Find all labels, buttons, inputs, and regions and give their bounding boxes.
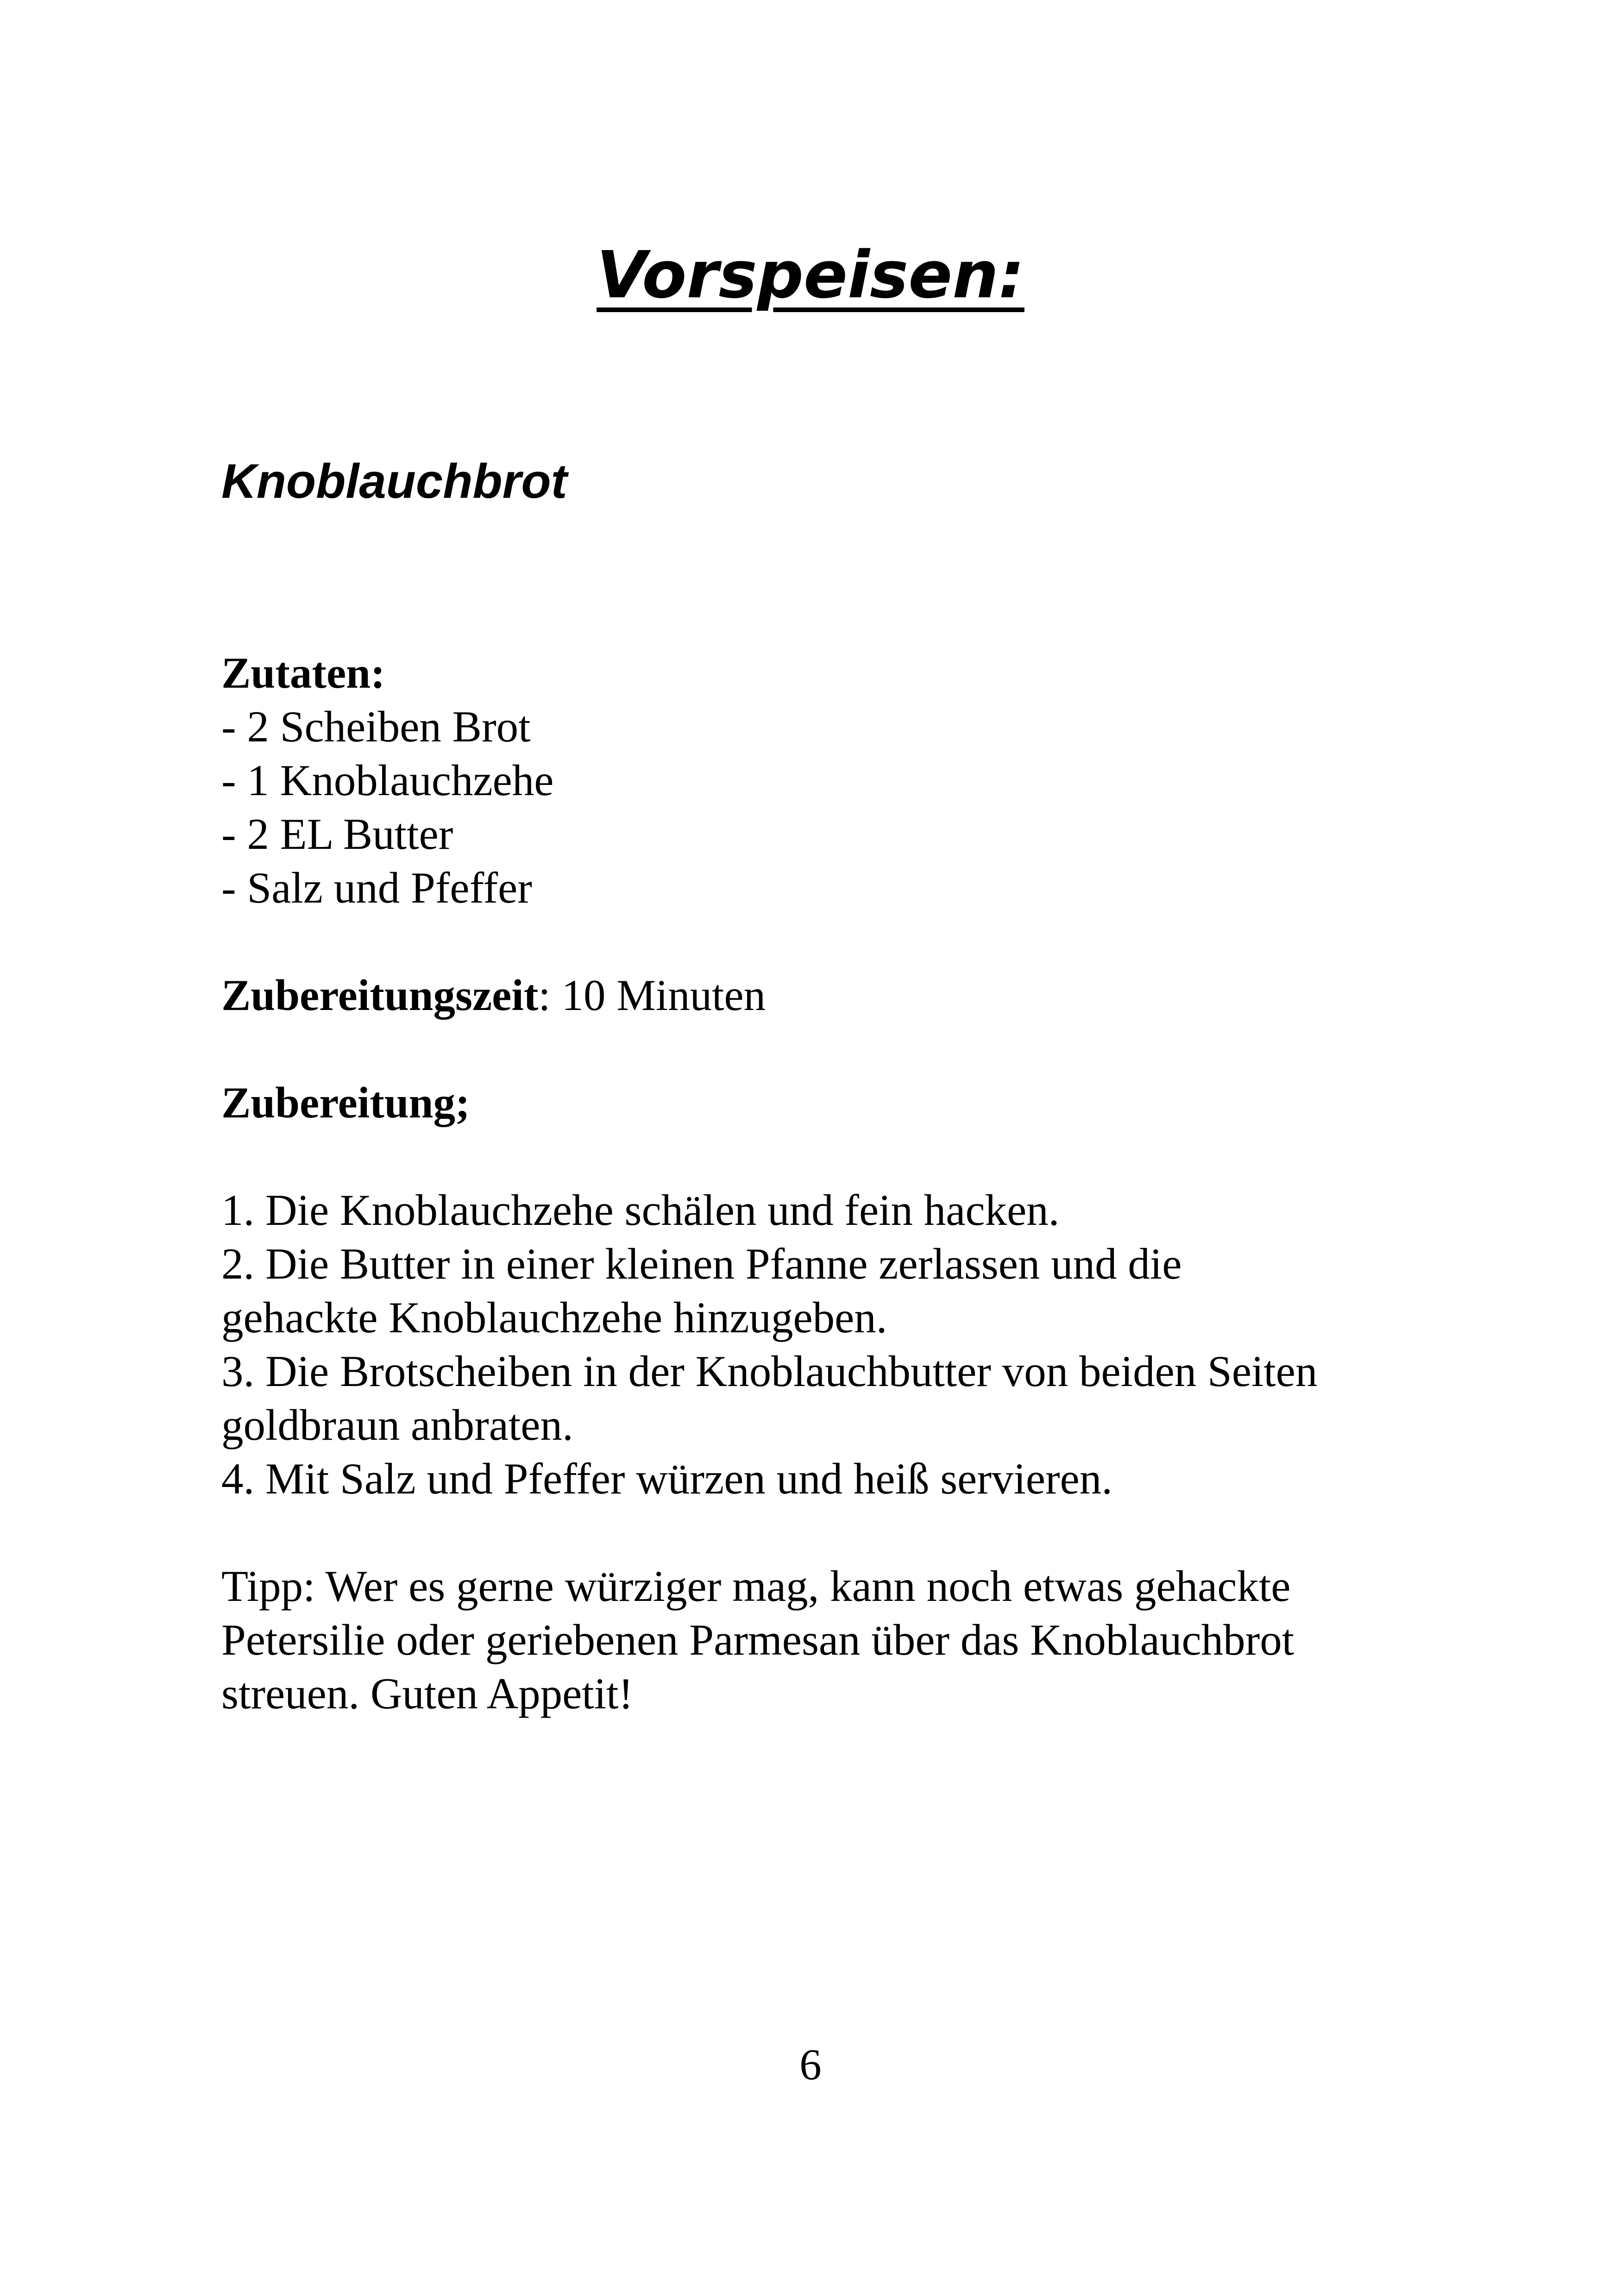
spacer <box>221 1129 1449 1183</box>
chapter-title-text: Vorspeisen: <box>597 238 1024 313</box>
spacer <box>221 915 1449 968</box>
ingredient-item: - 2 Scheiben Brot <box>221 702 531 751</box>
prep-time-value: : 10 Minuten <box>538 971 766 1020</box>
spacer <box>221 1022 1449 1076</box>
preparation-line: 2. Die Butter in einer kleinen Pfanne zerlassen und die <box>221 1239 1182 1288</box>
chapter-title <box>0 232 1621 320</box>
ingredients-heading: Zutaten: <box>221 648 385 697</box>
prep-time <box>221 968 1449 1022</box>
prep-time-label: Zubereitungszeit <box>221 971 539 1020</box>
tip-line: Petersilie oder geriebenen Parmesan über das Knoblauchbrot <box>221 1615 1294 1664</box>
tip-line: Tipp: Wer es gerne würziger mag, kann noch etwas gehackte <box>221 1562 1291 1611</box>
preparation-line: 4. Mit Salz und Pfeffer würzen und heiß servieren. <box>221 1454 1113 1503</box>
preparation-heading: Zubereitung; <box>221 1078 470 1127</box>
recipe-content <box>221 646 1449 1720</box>
tip-line: streuen. Guten Appetit! <box>221 1669 634 1718</box>
spacer <box>221 1506 1449 1559</box>
preparation-line: gehackte Knoblauchzehe hinzugeben. <box>221 1293 887 1342</box>
ingredient-item: - Salz und Pfeffer <box>221 863 532 912</box>
page-number: 6 <box>799 2040 822 2089</box>
ingredient-item: - 2 EL Butter <box>221 809 453 859</box>
preparation-line: goldbraun anbraten. <box>221 1400 573 1449</box>
preparation-line: 1. Die Knoblauchzehe schälen und fein hacken. <box>221 1186 1060 1235</box>
recipe-title: Knoblauchbrot <box>221 454 567 508</box>
preparation-line: 3. Die Brotscheiben in der Knoblauchbutter von beiden Seiten <box>221 1347 1318 1396</box>
ingredient-item: - 1 Knoblauchzehe <box>221 756 554 805</box>
